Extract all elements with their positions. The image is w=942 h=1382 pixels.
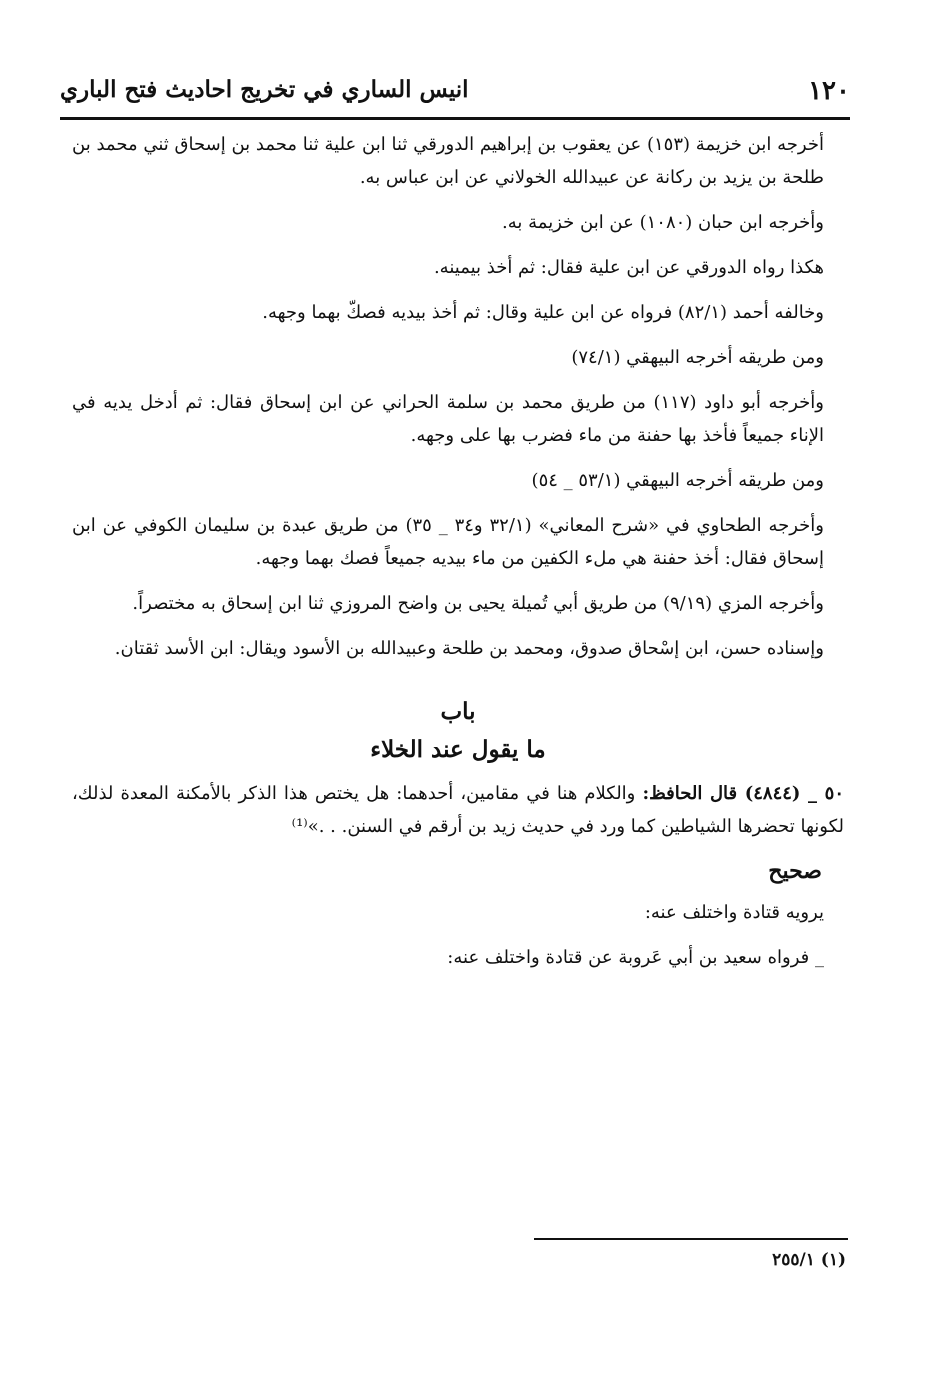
section-bab: باب bbox=[440, 698, 476, 725]
paragraph-6: وأخرجه أبو داود (١١٧) من طريق محمد بن سلمة الحراني عن ابن إسحاق فقال: ثم أدخل يديه في الإناء جميعاً فأخذ بها حفنة من ماء فضرب بها على وجهه. bbox=[72, 392, 824, 446]
after-line-1: يرويه قتادة واختلف عنه: bbox=[644, 902, 824, 923]
paragraph-8: وأخرجه الطحاوي في «شرح المعاني» (٣٢/١ و٣٤ _ ٣٥) من طريق عبدة بن سليمان الكوفي عن ابن إسحاق فقال: أخذ حفنة هي ملء الكفين من ماء بيديه جميعاً فصك بهما وجهه. bbox=[72, 515, 824, 569]
paragraph-9: وأخرجه المزي (٩/١٩) من طريق أبي تُميلة يحيى بن واضح المروزي ثنا ابن إسحاق به مختصراً. bbox=[132, 593, 824, 614]
paragraph-10: وإسناده حسن، ابن إسْحاق صدوق، ومحمد بن طلحة وعبيدالله بن الأسود ويقال: ابن الأسد ثقتان. bbox=[114, 638, 824, 659]
running-title: انيس الساري في تخريج احاديث فتح الباري bbox=[60, 76, 469, 103]
page-header bbox=[60, 72, 850, 112]
paragraph-1: أخرجه ابن خزيمة (١٥٣) عن يعقوب بن إبراهيم الدورقي ثنا ابن علية ثنا محمد بن إسحاق ثني محمد بن طلحة بن يزيد بن ركانة عن عبيدالله الخولاني عن ابن عباس به. bbox=[72, 134, 824, 188]
paragraph-7: ومن طريقه أخرجه البيهقي (٥٣/١ _ ٥٤) bbox=[531, 470, 824, 491]
page-body bbox=[72, 128, 844, 986]
paragraph-2: وأخرجه ابن حبان (١٠٨٠) عن ابن خزيمة به. bbox=[502, 212, 824, 233]
after-line-2: _ فرواه سعيد بن أبي عَروبة عن قتادة واختلف عنه: bbox=[447, 947, 824, 968]
grade-heading: صحيح bbox=[768, 858, 822, 884]
header-rule bbox=[60, 117, 850, 120]
entry-paragraph bbox=[72, 777, 844, 843]
section-title: ما يقول عند الخلاء bbox=[370, 736, 546, 763]
paragraph-3: هكذا رواه الدورقي عن ابن علية فقال: ثم أخذ بيمينه. bbox=[433, 257, 824, 278]
entry-text: والكلام هنا في مقامين، أحدهما: هل يختص هذا الذكر بالأمكنة المعدة لذلك، لكونها تحضرها الشياطين كما ورد في حديث زيد بن أرقم في السنن. . .»⁽¹⁾ bbox=[72, 783, 844, 837]
footnote-1: (١) ٢٥٥/١ bbox=[772, 1250, 846, 1270]
entry-number: ٥٠ _ (٤٨٤٤) قال الحافظ: bbox=[642, 783, 844, 804]
paragraph-4: وخالفه أحمد (٨٢/١) فرواه عن ابن علية وقال: ثم أخذ بيديه فصكّ بهما وجهه. bbox=[262, 302, 824, 323]
paragraph-5: ومن طريقه أخرجه البيهقي (٧٤/١) bbox=[571, 347, 824, 368]
page-number: ١٢٠ bbox=[808, 76, 850, 106]
footnote-rule bbox=[534, 1238, 848, 1240]
